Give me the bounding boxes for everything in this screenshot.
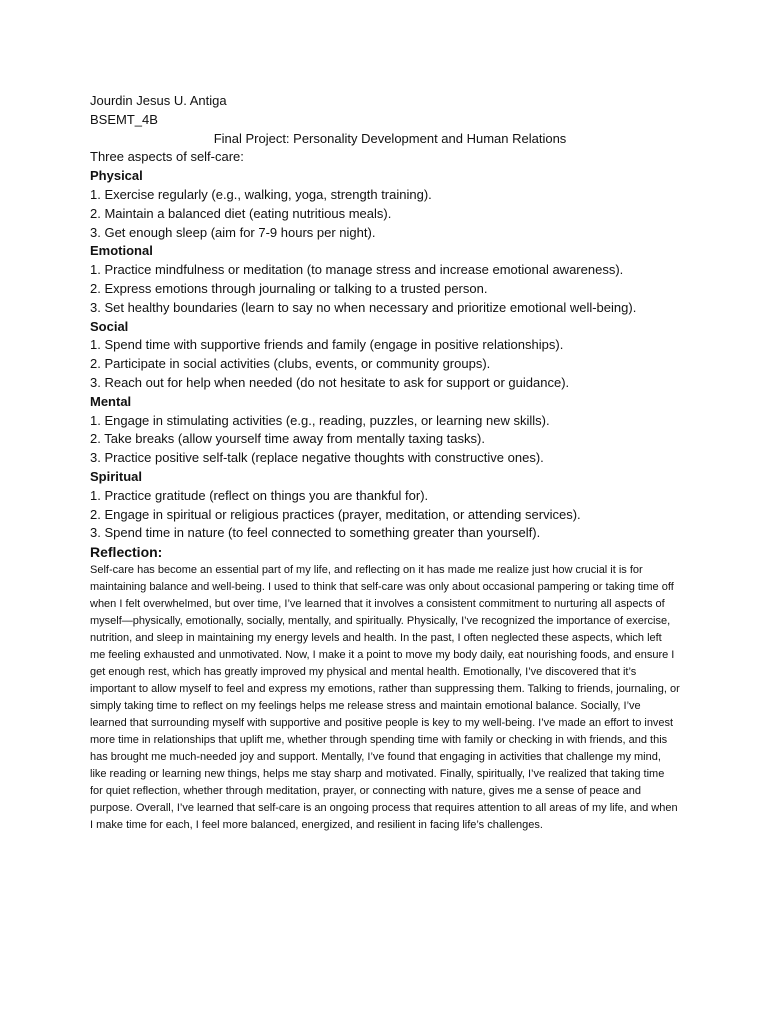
section-heading: Social <box>90 318 129 334</box>
author-name: Jourdin Jesus U. Antiga <box>90 93 227 108</box>
list-item: 1. Engage in stimulating activities (e.g., reading, puzzles, or learning new skills). <box>90 412 550 428</box>
section-mental <box>90 393 690 468</box>
list-item: 3. Reach out for help when needed (do not hesitate to ask for support or guidance). <box>90 374 570 390</box>
section-emotional <box>90 242 690 317</box>
section-social <box>90 318 690 393</box>
list-item: 3. Set healthy boundaries (learn to say no when necessary and prioritize emotional well-being). <box>90 299 637 315</box>
section-spiritual <box>90 468 690 543</box>
document-page <box>90 92 690 834</box>
reflection-paragraph: Self-care has become an essential part of my life, and reflecting on it has made me realize just how crucial it is for maintaining balance and well-being. I used to think that self-care was only about occasional pampering or taking time off when I felt overwhelmed, but over time, I’ve learned that it involves a consistent commitment to nurturing all aspects of myself—physically, emotionally, socially, mentally, and spiritually. Physically, I’ve recognized the importance of exercise, nutrition, and sleep in maintaining my energy levels and health. In the past, I often neglected these aspects, which left me feeling exhausted and unmotivated. Now, I make it a point to move my body daily, eat nourishing foods, and ensure I get enough rest, which has greatly improved my physical and mental health. Emotionally, I’ve discovered that it’s important to allow myself to feel and express my emotions, rather than suppressing them. Talking to friends, journaling, or simply taking time to reflect on my feelings helps me release stress and maintain emotional balance. Socially, I’ve learned that surrounding myself with supportive and positive people is key to my well-being. I’ve made an effort to invest more time in relationships that uplift me, whether through spending time with family or checking in with friends, and this has brought me much-needed joy and support. Mentally, I’ve found that engaging in activities that challenge my mind, like reading or learning new things, helps me stay sharp and motivated. Finally, spiritually, I’ve realized that taking time for quiet reflection, whether through meditation, prayer, or connecting with nature, gives me a sense of peace and purpose. Overall, I’ve learned that self-care is an ongoing process that requires attention to all areas of my life, and when I make time for each, I feel more balanced, energized, and resilient in facing life’s challenges. <box>90 564 680 832</box>
list-item: 2. Take breaks (allow yourself time away from mentally taxing tasks). <box>90 431 485 447</box>
list-item: 1. Exercise regularly (e.g., walking, yoga, strength training). <box>90 186 432 202</box>
list-item: 1. Practice mindfulness or meditation (to manage stress and increase emotional awareness). <box>90 262 624 278</box>
document-title: Final Project: Personality Development and Human Relations <box>213 130 567 146</box>
list-item: 2. Engage in spiritual or religious practices (prayer, meditation, or attending services). <box>90 506 581 522</box>
list-item: 3. Spend time in nature (to feel connected to something greater than yourself). <box>90 525 541 541</box>
list-item: 2. Participate in social activities (clubs, events, or community groups). <box>90 356 491 372</box>
list-item: 1. Practice gratitude (reflect on things you are thankful for). <box>90 487 429 503</box>
list-item: 1. Spend time with supportive friends and family (engage in positive relationships). <box>90 337 564 353</box>
section-heading: Spiritual <box>90 468 143 484</box>
course-section: BSEMT_4B <box>90 111 158 127</box>
section-heading: Mental <box>90 393 132 409</box>
intro-text: Three aspects of self-care: <box>90 149 244 165</box>
list-item: 2. Express emotions through journaling or talking to a trusted person. <box>90 280 488 296</box>
list-item: 3. Practice positive self-talk (replace negative thoughts with constructive ones). <box>90 450 544 466</box>
list-item: 2. Maintain a balanced diet (eating nutritious meals). <box>90 205 392 221</box>
section-heading: Emotional <box>90 243 153 259</box>
reflection-heading: Reflection: <box>90 544 163 561</box>
section-physical <box>90 167 690 242</box>
section-heading: Physical <box>90 168 143 184</box>
list-item: 3. Get enough sleep (aim for 7-9 hours per night). <box>90 224 376 240</box>
